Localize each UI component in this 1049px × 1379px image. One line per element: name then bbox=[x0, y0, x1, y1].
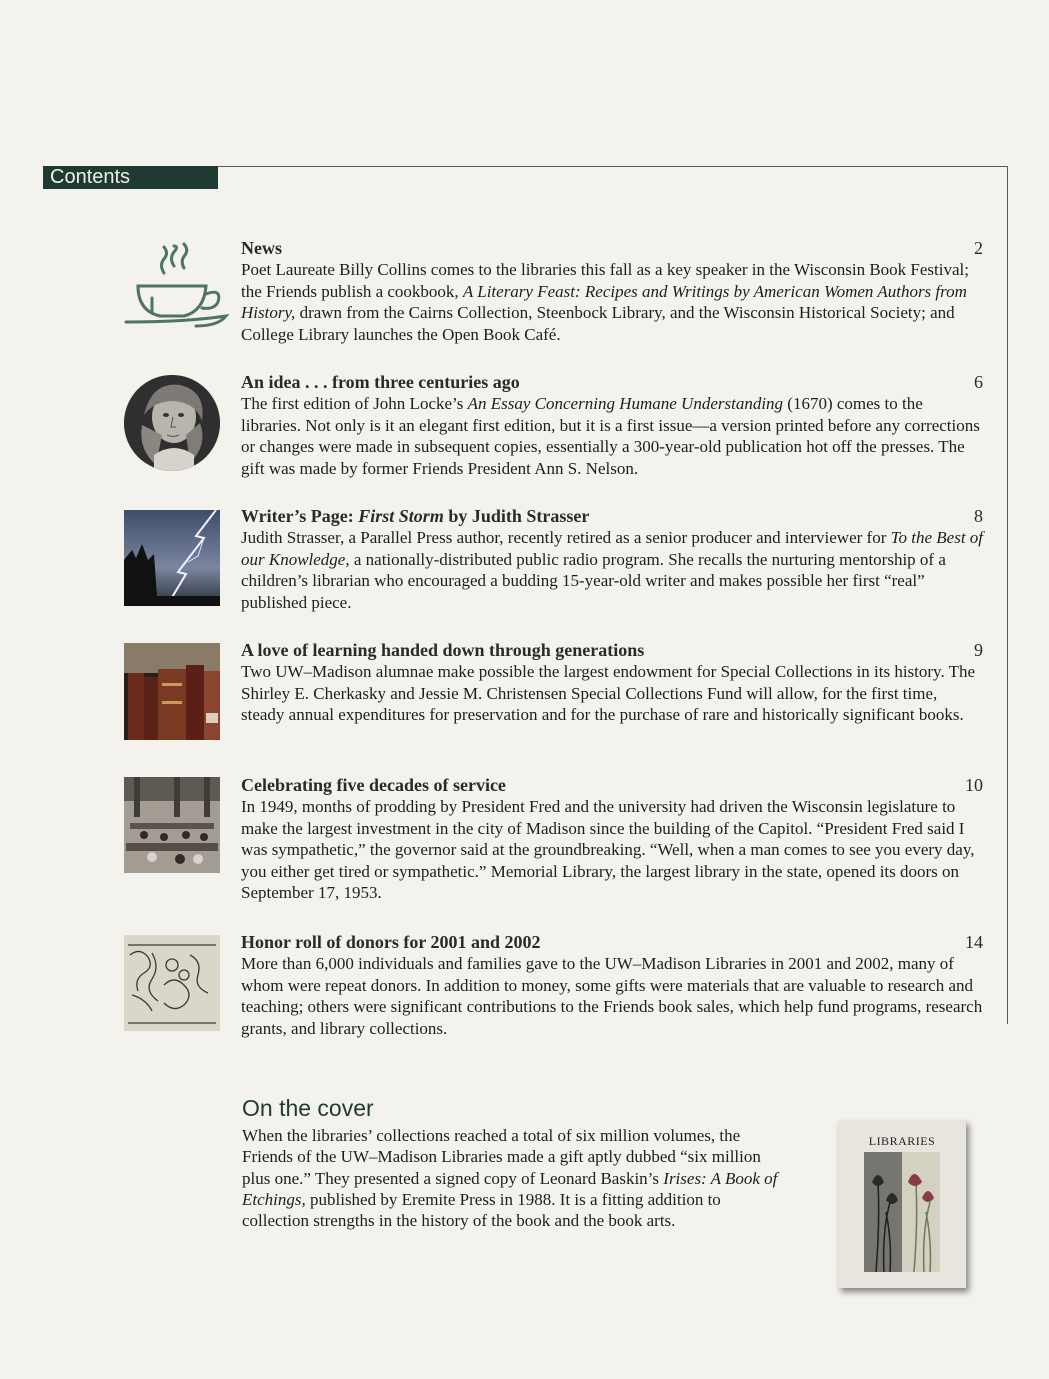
entry-page-number: 10 bbox=[965, 775, 983, 795]
entry-page-number: 9 bbox=[974, 640, 983, 660]
entry-description: More than 6,000 individuals and families gave to the UW–Madison Libraries in 2001 and 2002, many of whom were repeat donors. In addition to money, some gifts were materials that are valuable to research and teaching; others were significant contributions to the Friends book sales, which help fund programs, research grants, and library collections. bbox=[241, 954, 983, 1038]
entry-description: Judith Strasser, a Parallel Press author, recently retired as a senior producer and interviewer for To the Best of our Knowledge, a nationally-distributed public radio program. She recalls the nurturing mentorship of a children’s librarian who encouraged a budding 15-year-old writer and makes possible her first “real” published piece. bbox=[241, 528, 984, 612]
entry-title: An idea . . . from three centuries ago bbox=[241, 372, 520, 392]
entry-title: Honor roll of donors for 2001 and 2002 bbox=[241, 932, 541, 952]
old-books-photo bbox=[124, 643, 220, 740]
coffee-cup-icon bbox=[122, 228, 232, 328]
toc-entry-honor-roll bbox=[241, 931, 983, 1039]
john-locke-portrait bbox=[124, 375, 220, 471]
entry-page-number: 14 bbox=[965, 932, 983, 952]
entry-description: Poet Laureate Billy Collins comes to the libraries this fall as a key speaker in the Wisconsin Book Festival; the Friends publish a cookbook, A Literary Feast: Recipes and Writings by American Women Authors from History, drawn from the Cairns Collection, Steenbock Library, and the Wisconsin Historical Society; and College Library launches the Open Book Café. bbox=[241, 260, 969, 344]
entry-page-number: 8 bbox=[974, 506, 983, 526]
magazine-cover-thumbnail bbox=[838, 1120, 966, 1288]
on-the-cover-heading: On the cover bbox=[242, 1095, 374, 1121]
iris-etching-left bbox=[864, 1152, 902, 1272]
on-the-cover-description: When the libraries’ collections reached a total of six million volumes, the Friends of the UW–Madison Libraries made a gift aptly dubbed “six million plus one.” They presented a signed copy of Leonard Baskin’s Irises: A Book of Etchings, published by Eremite Press in 1988. It is a fitting addition to collection strengths in the history of the book and the book arts. bbox=[242, 1126, 778, 1231]
library-reading-room-photo bbox=[124, 777, 220, 873]
toc-entry-love-of-learning bbox=[241, 639, 983, 726]
frame-top-rule bbox=[218, 166, 1008, 167]
entry-description: Two UW–Madison alumnae make possible the largest endowment for Special Collections in its history. The Shirley E. Cherkasky and Jessie M. Christensen Special Collections Fund will allow, for the first time, steady annual expenditures for preservation and for the purchase of rare and historically significant books. bbox=[241, 662, 976, 724]
iris-etching-right bbox=[902, 1152, 940, 1272]
entry-page-number: 2 bbox=[974, 238, 983, 258]
toc-entry-an-idea bbox=[241, 371, 983, 479]
frame-right-rule bbox=[1007, 166, 1008, 1024]
toc-entry-five-decades bbox=[241, 774, 983, 904]
toc-entry-news bbox=[241, 237, 983, 345]
entry-title: News bbox=[241, 238, 282, 258]
magazine-masthead: LIBRARIES bbox=[868, 1134, 936, 1148]
entry-title: Celebrating five decades of service bbox=[241, 775, 506, 795]
contents-tab: Contents bbox=[43, 166, 218, 189]
entry-page-number: 6 bbox=[974, 372, 983, 392]
entry-description: The first edition of John Locke’s An Essay Concerning Humane Understanding (1670) comes to the libraries. Not only is it an elegant first edition, but it is a first issue—a version printed before any corrections or changes were made in subsequent copies, essentially a 300-year-old publication hot off the presses. The gift was made by former Friends President Ann S. Nelson. bbox=[241, 394, 980, 478]
entry-description: In 1949, months of prodding by President Fred and the university had driven the Wisconsin legislature to make the largest investment in the city of Madison since the building of the Capitol. “President Fred said I was sympathetic,” the governor said at the groundbreaking. “Well, when a man comes to see you every day, you either get tired or sympathetic.” Memorial Library, the largest library in the state, opened its doors on September 17, 1953. bbox=[241, 797, 975, 902]
toc-entry-writers-page bbox=[241, 505, 983, 613]
entry-title: A love of learning handed down through generations bbox=[241, 640, 645, 660]
lightning-storm-photo bbox=[124, 510, 220, 606]
illustrated-manuscript-image bbox=[124, 935, 220, 1031]
entry-title: Writer’s Page: First Storm by Judith Strasser bbox=[241, 506, 590, 526]
